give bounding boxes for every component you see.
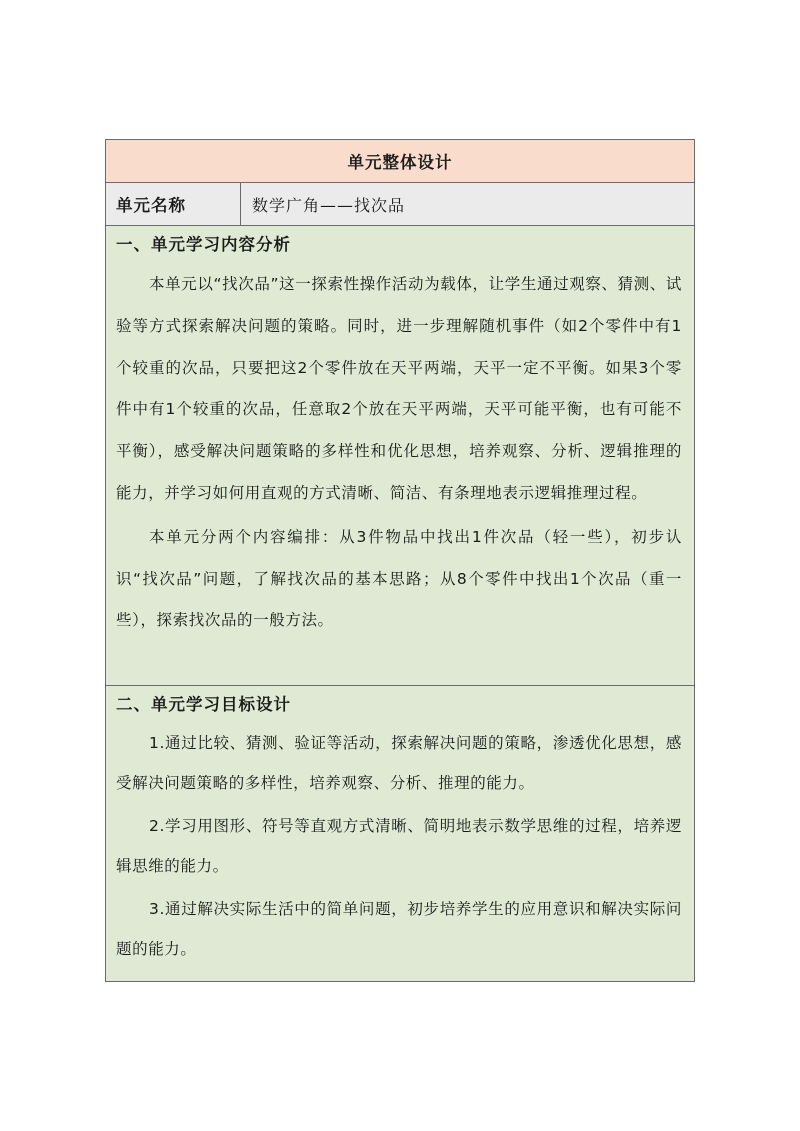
content-analysis-heading: 一、单元学习内容分析	[116, 235, 291, 254]
content-analysis-paragraph-1: 本单元以“找次品”这一探索性操作活动为载体，让学生通过观察、猜测、试验等方式探索解决问题的策略。同时，进一步理解随机事件（如2个零件中有1个较重的次品，只要把这2个零件放在天平两端，天平一定不平衡。如果3个零件中有1个较重的次品，任意取2个放在天平两端，天平可能平衡，也有可能不平衡），感受解决问题策略的多样性和优化思想，培养观察、分析、逻辑推理的能力，并学习如何用直观的方式清晰、简洁、有条理地表示逻辑推理过程。	[116, 275, 682, 502]
content-analysis-section	[106, 226, 694, 686]
unit-design-table	[105, 139, 695, 982]
unit-name-label: 单元名称	[106, 183, 241, 225]
learning-goals-section	[106, 686, 694, 981]
unit-name-value: 数学广角——找次品	[252, 195, 406, 215]
table-title: 单元整体设计	[106, 140, 694, 183]
learning-goals-heading: 二、单元学习目标设计	[116, 695, 291, 714]
content-analysis-paragraph-2: 本单元分两个内容编排：从3件物品中找出1件次品（轻一些），初步认识“找次品”问题，了解找次品的基本思路；从8个零件中找出1个次品（重一些），探索找次品的一般方法。	[116, 527, 682, 630]
learning-goal-2: 2.学习用图形、符号等直观方式清晰、简明地表示数学思维的过程，培养逻辑思维的能力。	[116, 817, 682, 875]
learning-goal-1: 1.通过比较、猜测、验证等活动，探索解决问题的策略，渗透优化思想，感受解决问题策略的多样性，培养观察、分析、推理的能力。	[116, 734, 682, 792]
learning-goal-3: 3.通过解决实际生活中的简单问题，初步培养学生的应用意识和解决实际问题的能力。	[116, 900, 682, 958]
unit-name-row	[106, 183, 694, 226]
